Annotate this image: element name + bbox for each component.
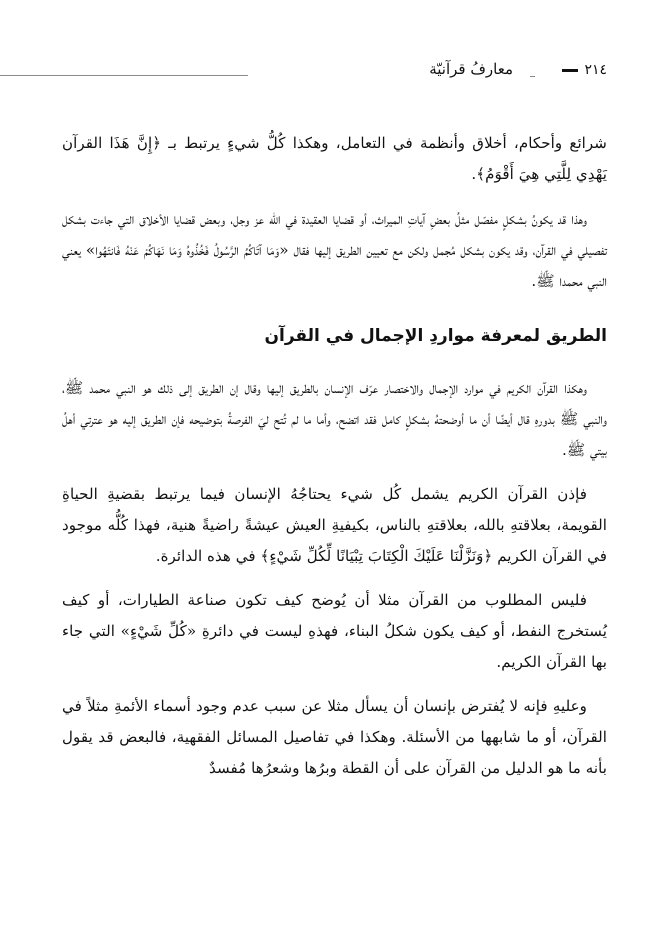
page-number-text: ٢١٤: [584, 62, 607, 78]
page-content: [62, 120, 607, 784]
running-title: معارفُ قرآنيّة: [429, 60, 513, 78]
paragraph: فإذن القرآن الكريم يشمل كُل شيء يحتاجُهُ الإنسان فيما يرتبط بقضيةِ الحياةِ القويمة، بعلاقتهِ بالله، بعلاقتهِ بالناس، بكيفيةِ العيش عيشةً راضيةً هنية، فهذا كُلُّه موجود في القرآن الكريم ﴿وَنَزَّلْنَا عَلَيْكَ الْكِتَابَ تِبْيَانًا لِّكُلِّ شَيْءٍ﴾ في هذه الدائرة.: [62, 485, 607, 565]
paragraph: شرائع وأحكام، أخلاق وأنظمة في التعامل، وهكذا كُلُّ شيءٍ يرتبط بـ ﴿إِنَّ هَذَا القرآن يَهْدِي لِلَّتِي هِيَ أَقْوَمُ﴾.: [62, 134, 607, 183]
page-header: [0, 58, 669, 88]
paragraph: وهذا قد يكونُ بشكلٍ مفصّل مثلُ بعضِ آياتِ الميراث، أو قضايا العقيدة في الله عز وجل، وبعض قضايا الأخلاق التي جاءت بشكل تفصيلي في القرآن، وقد يكون بشكل مُجمل ولكن مع تعيين الطريق إليها فقال «وَمَا آتَاكُمُ الرَّسُولُ فَخُذُوهُ وَمَا نَهَاكُمْ عَنْهُ فَانتَهُوا» يعني النبي محمدا ﷺ.: [62, 210, 607, 290]
paragraph: وهكذا القرآن الكريم في موارد الإجمال والاختصار عرّف الإنسان بالطريق إليها وقال إن الطريق إلى ذلك هو النبي محمد ﷺ، والنبي ﷺ بدورهِ قال أيضًا أن ما أوضحتهُ بشكلٍ كامل فقد اتضح، وأما ما لم تُتح ليَ الفرصةُ بتوضيحه فإن الطريق إليه هو عترتي أهلُ بيتي ﷺ.: [62, 379, 607, 459]
paragraph: وعليهِ فإنه لا يُفترض بإنسان أن يسأل مثلا عن سبب عدم وجود أسماء الأئمةِ مثلاً في القرآن، أو ما شابهها من الأسئلة. وهكذا في تفاصيل المسائل الفقهية، فالبعض قد يقول بأنه ما هو الدليل من القرآن على أن القطة وبرُها وشعرُها مُفسدٌ: [62, 697, 607, 777]
header-rule: [0, 75, 248, 76]
page-number: [562, 62, 607, 78]
page-number-dash: [562, 69, 578, 72]
section-heading: الطريق لمعرفة مواردِ الإجمال في القرآن: [264, 326, 607, 346]
header-rule-short: [530, 76, 535, 77]
paragraph: فليس المطلوب من القرآن مثلا أن يُوضح كيف تكون صناعة الطيارات، أو كيف يُستخرج النفط، أو كيف يكون شكلُ البناء، فهذهِ ليست في دائرةِ «كُلِّ شَيْءٍ» التي جاء بها القرآن الكريم.: [62, 591, 607, 671]
